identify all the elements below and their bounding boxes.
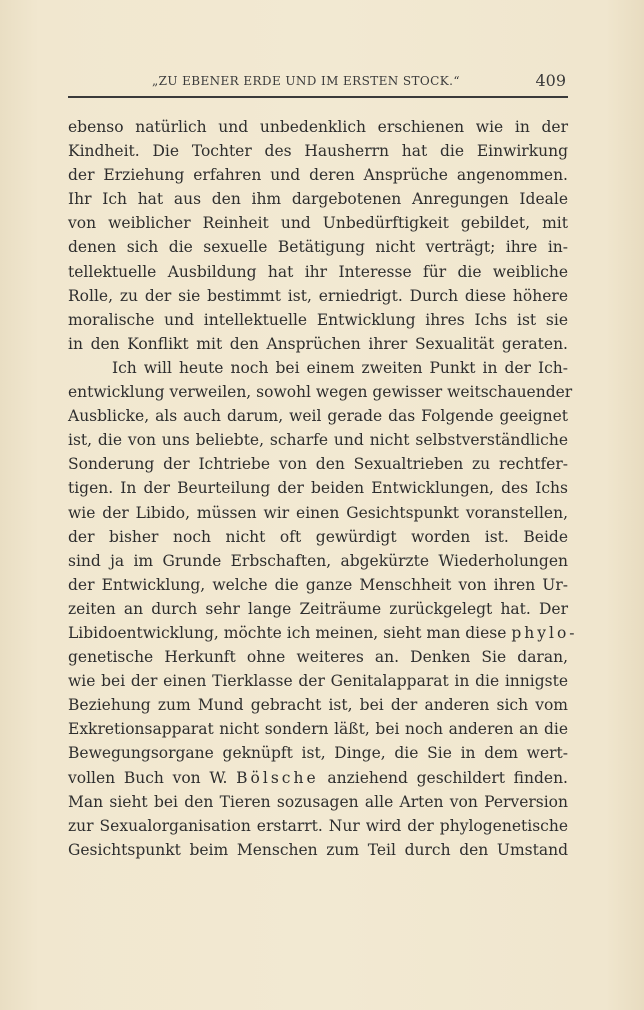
header-rule xyxy=(68,96,568,98)
body-text xyxy=(68,115,578,862)
text-line: sind ja im Grunde Erbschaften, abgekürzte Wiederholungen xyxy=(68,551,568,570)
text-line: Ausblicke, als auch darum, weil gerade das Folgende geeignet xyxy=(68,407,568,426)
text-line: ist, die von uns beliebte, scharfe und nicht selbstverständliche xyxy=(68,431,568,450)
text-line: der bisher noch nicht oft gewürdigt worden ist. Beide xyxy=(68,527,568,546)
text-line: zur Sexualorganisation erstarrt. Nur wird der phylogenetische xyxy=(68,816,568,835)
text-line: Beziehung zum Mund gebracht ist, bei der anderen sich vom xyxy=(68,696,568,715)
page-number: 409 xyxy=(535,71,566,90)
text-line: tigen. In der Beurteilung der beiden Entwicklungen, des Ichs xyxy=(68,479,568,498)
text-line: tellektuelle Ausbildung hat ihr Interesse für die weibliche xyxy=(68,262,568,281)
text-line: Man sieht bei den Tieren sozusagen alle Arten von Perversion xyxy=(68,792,568,811)
running-title: „ZU EBENER ERDE UND IM ERSTEN STOCK.“ xyxy=(152,74,460,88)
paragraph-first-line: Ich will heute noch bei einem zweiten Punkt in der Ich- xyxy=(112,358,568,377)
text-segment: vollen Buch von W. xyxy=(68,768,228,787)
text-line: Gesichtspunkt beim Menschen zum Teil durch den Umstand xyxy=(68,840,568,859)
text-line xyxy=(68,621,578,645)
text-segment: anziehend geschildert finden. xyxy=(327,768,568,787)
text-line: Sonderung der Ichtriebe von den Sexualtrieben zu rechtfer- xyxy=(68,455,568,474)
text-line: denen sich die sexuelle Betätigung nicht verträgt; ihre in- xyxy=(68,238,568,257)
text-line: Kindheit. Die Tochter des Hausherrn hat die Einwirkung xyxy=(68,142,568,161)
spaced-word: Bölsche xyxy=(236,768,319,787)
text-line xyxy=(68,766,568,790)
text-line: der Erziehung erfahren und deren Ansprüche angenommen. xyxy=(68,166,568,185)
text-line: wie bei der einen Tierklasse der Genitalapparat in die innigste xyxy=(68,672,568,691)
text-line: von weiblicher Reinheit und Unbedürftigkeit gebildet, mit xyxy=(68,214,568,233)
text-line: ebenso natürlich und unbedenklich erschienen wie in der xyxy=(68,118,568,136)
text-line: genetische Herkunft ohne weiteres an. Denken Sie daran, xyxy=(68,648,568,667)
text-segment: Libidoentwicklung, möchte ich meinen, sieht man diese xyxy=(68,623,507,642)
text-line: zeiten an durch sehr lange Zeiträume zurückgelegt hat. Der xyxy=(68,599,568,618)
page-header xyxy=(68,70,568,94)
text-line: entwicklung verweilen, sowohl wegen gewisser weitschauender xyxy=(68,383,573,402)
text-line: Bewegungsorgane geknüpft ist, Dinge, die Sie in dem wert- xyxy=(68,744,568,763)
spaced-word: phylo- xyxy=(511,623,578,642)
text-line: der Entwicklung, welche die ganze Menschheit von ihren Ur- xyxy=(68,575,568,594)
text-line: wie der Libido, müssen wir einen Gesichtspunkt voranstellen, xyxy=(68,503,568,522)
text-line: moralische und intellektuelle Entwicklung ihres Ichs ist sie xyxy=(68,310,568,329)
text-line: Ihr Ich hat aus den ihm dargebotenen Anregungen Ideale xyxy=(68,190,568,209)
text-line: Rolle, zu der sie bestimmt ist, erniedrigt. Durch diese höhere xyxy=(68,286,568,305)
text-line: in den Konflikt mit den Ansprüchen ihrer Sexualität geraten. xyxy=(68,334,568,353)
text-line: Exkretionsapparat nicht sondern läßt, bei noch anderen an die xyxy=(68,720,568,739)
